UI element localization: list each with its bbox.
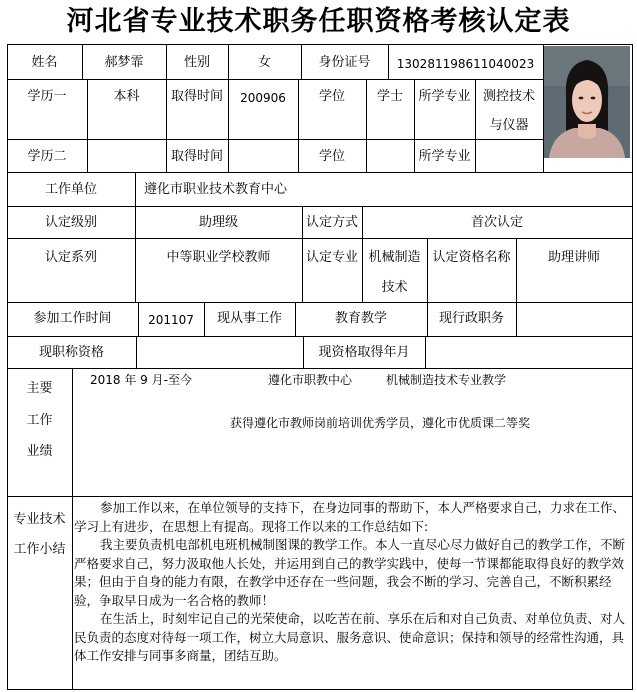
work-summary [74,499,632,666]
col-line [136,336,137,368]
row-line [7,172,633,173]
id-label: 身份证号 [318,55,371,70]
work-start-label: 参加工作时间 [33,311,112,326]
summary-paragraph: 我主要负责机电部机电班机械制图课的教学工作。本人一直尽心尽力做好自己的教学工作，不断严格要求自己，努力汲取他人长处，并运用到自己的教学实践中，使每一节课都能取得良好的教学效果；但由于自身的能力有限，在教学中还存在一些问题，我会不断的学习、完善自己，不断积累经验，争取早日成为一名合格的教师！ [74,537,626,608]
achievements-label-line3: 业绩 [26,444,53,459]
border-top [7,44,633,45]
applicant-photo [544,46,630,158]
level-label: 认定级别 [44,215,97,230]
achievements-label-line1: 主要 [26,381,53,396]
border-left [7,44,8,690]
gender-value: 女 [257,55,271,70]
current-title-label: 现职称资格 [38,345,104,360]
qualification-label: 认定资格名称 [432,250,511,265]
series-value: 中等职业学校教师 [166,250,271,265]
level-value: 助理级 [198,215,238,230]
method-label: 认定方式 [305,215,358,230]
edu2-degree-label: 学位 [318,149,345,164]
edu1-label: 学历一 [27,89,67,104]
edu1-major-label: 所学专业 [418,89,471,104]
achievement-work: 机械制造技术专业教学 [386,373,507,387]
id-value: 130281198611040023 [396,57,535,71]
series-label: 认定系列 [44,250,97,265]
row-line [7,206,633,207]
method-value: 首次认定 [470,215,523,230]
title-year-label: 现资格取得年月 [318,345,410,360]
edu1-value: 本科 [113,89,140,104]
row-line [7,368,633,369]
name-label: 姓名 [31,55,58,70]
border-bottom [7,689,633,690]
current-work-label: 现从事工作 [216,311,282,326]
achievements-label-line2: 工作 [26,413,53,428]
edu1-time-label: 取得时间 [170,89,223,104]
summary-label-line2: 工作小结 [13,542,66,557]
achievement-awards: 获得遵化市教师岗前培训优秀学员，遵化市优质课二等奖 [230,416,531,430]
achievement-date: 2018 年 9 月-至今 [90,373,192,387]
col-line [135,172,136,206]
work-unit-label: 工作单位 [44,182,97,197]
work-start-value: 201107 [148,313,194,327]
edu1-time-value: 200906 [240,91,286,105]
current-work-value: 教育教学 [334,311,387,326]
col-line [72,368,73,689]
form-title: 河北省专业技术职务任职资格考核认定表 [66,6,571,37]
col-line [516,238,517,302]
summary-label-line1: 专业技术 [13,512,66,527]
summary-paragraph: 在生活上，时刻牢记自己的光荣使命，以吃苦在前、享乐在后和对自己负责、对单位负责、对人民负责的态度对待每一项工作，树立大局意识、服务意识、使命意识；保持和领导的经常性沟通，具体工作安排与同事多商量，团结互助。 [74,611,626,663]
edu2-label: 学历二 [27,149,67,164]
gender-label: 性别 [183,55,210,70]
col-line [427,238,428,302]
work-unit-value: 遵化市职业技术教育中心 [144,182,288,197]
qualification-value: 助理讲师 [547,250,600,265]
edu1-major-value-line2: 与仪器 [489,118,529,133]
row-line [7,302,633,303]
series-major-value-line2: 技术 [381,280,408,295]
edu2-time-label: 取得时间 [170,149,223,164]
admin-post-label: 现行政职务 [438,311,504,326]
row-line [7,336,633,337]
row-line [7,496,633,497]
col-line [425,336,426,368]
edu1-major-value-line1: 测控技术 [482,89,535,104]
row-line [7,238,633,239]
edu1-degree-value: 学士 [376,89,403,104]
edu1-degree-label: 学位 [318,89,345,104]
col-line [516,302,517,336]
portrait-icon [544,46,630,158]
name-value: 郝梦霏 [104,55,144,70]
series-major-value-line1: 机械制造 [368,250,421,265]
summary-paragraph: 参加工作以来，在单位领导的支持下，在身边同事的帮助下，本人严格要求自己，力求在工作、学习上有进步，在思想上有提高。现将工作以来的工作总结如下: [74,500,626,534]
edu2-major-label: 所学专业 [418,149,471,164]
border-right [632,44,633,690]
series-major-label: 认定专业 [305,250,358,265]
achievement-org: 遵化市职教中心 [268,373,353,387]
